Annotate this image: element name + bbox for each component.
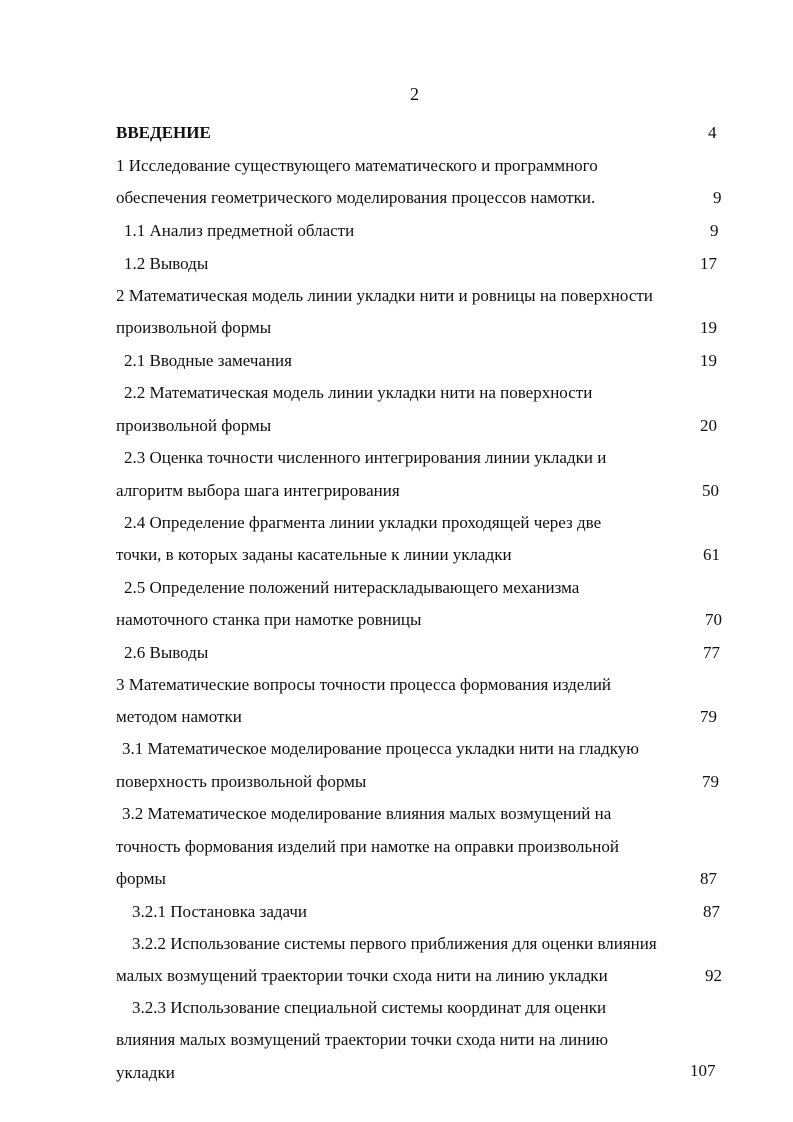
toc-intro-title: ВВЕДЕНИЕ — [116, 123, 211, 142]
toc-s1-2-title: 1.2 Выводы — [124, 254, 209, 273]
toc-s2-2-page: 20 — [700, 416, 717, 435]
toc-s3-2-1-title: 3.2.1 Постановка задачи — [132, 902, 308, 921]
toc-s2-5-title-line2: намоточного станка при намотке ровницы — [116, 610, 422, 629]
page-number: 2 — [410, 84, 419, 104]
toc-s3-2-2-page: 92 — [705, 966, 722, 985]
toc-ch2-title-line2: произвольной формы — [116, 318, 272, 337]
toc-s3-2-3-title-line3: укладки — [116, 1063, 175, 1082]
toc-ch3-title-line2: методом намотки — [116, 707, 242, 726]
toc-ch2-title-line1: 2 Математическая модель линии укладки нити и ровницы на поверхности — [116, 286, 653, 305]
toc-s2-4-title-line2: точки, в которых заданы касательные к линии укладки — [116, 545, 512, 564]
toc-s2-2-title-line2: произвольной формы — [116, 416, 272, 435]
toc-s2-2-title-line1: 2.2 Математическая модель линии укладки нити на поверхности — [124, 383, 593, 402]
toc-s3-2-1-page: 87 — [703, 902, 720, 921]
toc-s2-3-page: 50 — [702, 481, 719, 500]
toc-s3-2-title-line3: формы — [116, 869, 166, 888]
toc-s2-4-page: 61 — [703, 545, 720, 564]
toc-s3-2-title-line1: 3.2 Математическое моделирование влияния малых возмущений на — [122, 804, 612, 823]
toc-s3-2-2-title-line2: малых возмущений траектории точки схода нити на линию укладки — [116, 966, 608, 985]
toc-s1-1-title: 1.1 Анализ предметной области — [124, 221, 355, 240]
toc-s2-3-title-line1: 2.3 Оценка точности численного интегрирования линии укладки и — [124, 448, 607, 467]
toc-s3-2-title-line2: точность формования изделий при намотке на оправки произвольной — [116, 837, 619, 856]
toc-s3-1-page: 79 — [702, 772, 719, 791]
toc-s2-1-title: 2.1 Вводные замечания — [124, 351, 292, 370]
toc-s2-5-page: 70 — [705, 610, 722, 629]
toc-ch1-title-line2: обеспечения геометрического моделирования процессов намотки. — [116, 188, 596, 207]
toc-s2-1-page: 19 — [700, 351, 717, 370]
toc-s3-1-title-line2: поверхность произвольной формы — [116, 772, 367, 791]
toc-s3-2-2-title-line1: 3.2.2 Использование системы первого приближения для оценки влияния — [132, 934, 657, 953]
toc-s3-2-page: 87 — [700, 869, 717, 888]
toc-ch3-title-line1: 3 Математические вопросы точности процесса формования изделий — [116, 675, 612, 694]
toc-s2-3-title-line2: алгоритм выбора шага интегрирования — [116, 481, 400, 500]
toc-s1-1-page: 9 — [710, 221, 719, 240]
toc-s2-4-title-line1: 2.4 Определение фрагмента линии укладки проходящей через две — [124, 513, 602, 532]
toc-ch1-page: 9 — [713, 188, 722, 207]
toc-s3-1-title-line1: 3.1 Математическое моделирование процесса укладки нити на гладкую — [122, 739, 639, 758]
toc-s2-5-title-line1: 2.5 Определение положений нитераскладывающего механизма — [124, 578, 580, 597]
toc-ch1-title-line1: 1 Исследование существующего математического и программного — [116, 156, 598, 175]
toc-s1-2-page: 17 — [700, 254, 717, 273]
toc-s2-6-title: 2.6 Выводы — [124, 643, 209, 662]
toc-s3-2-3-title-line2: влияния малых возмущений траектории точки схода нити на линию — [116, 1030, 609, 1049]
toc-ch2-page: 19 — [700, 318, 717, 337]
toc-s3-2-3-page: 107 — [690, 1061, 716, 1080]
toc-s3-2-3-title-line1: 3.2.3 Использование специальной системы координат для оценки — [132, 998, 607, 1017]
toc-ch3-page: 79 — [700, 707, 717, 726]
toc-s2-6-page: 77 — [703, 643, 720, 662]
toc-intro-page: 4 — [708, 123, 717, 142]
